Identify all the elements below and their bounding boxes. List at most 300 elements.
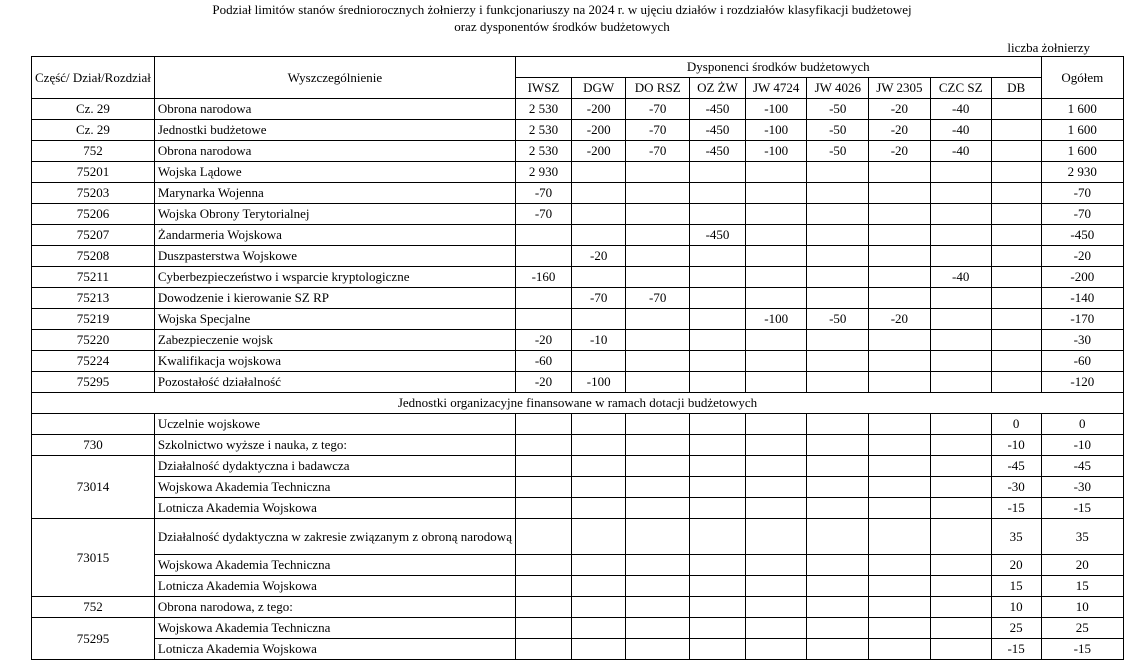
table-row [32, 330, 1124, 351]
table-row [32, 639, 1124, 660]
value-cell [807, 351, 869, 372]
value-cell: -20 [869, 309, 931, 330]
table-row [32, 414, 1124, 435]
header-col-cell: OZ ŻW [690, 78, 746, 99]
empty-cell [626, 456, 690, 477]
section-label-cell: Jednostki organizacyjne finansowane w ramach dotacji budżetowych [32, 393, 1124, 414]
desc-cell: Wojskowa Akademia Techniczna [154, 618, 515, 639]
table-row [32, 519, 1124, 555]
table-row [32, 99, 1124, 120]
part-cell: 75219 [32, 309, 155, 330]
header-col-cell: JW 4724 [745, 78, 807, 99]
empty-cell [626, 618, 690, 639]
value-cell [745, 330, 807, 351]
value-cell [930, 162, 991, 183]
value-cell [930, 246, 991, 267]
total-cell: -15 [1041, 639, 1123, 660]
empty-cell [626, 639, 690, 660]
value-cell [807, 288, 869, 309]
desc-cell: Uczelnie wojskowe [154, 414, 515, 435]
value-cell [991, 204, 1041, 225]
empty-cell [515, 597, 571, 618]
value-cell [745, 183, 807, 204]
document-title [0, 1, 1124, 35]
value-cell [515, 309, 571, 330]
empty-cell [930, 597, 991, 618]
value-cell: -20 [572, 246, 626, 267]
value-cell [991, 330, 1041, 351]
value-cell [869, 246, 931, 267]
part-cell: 75295 [32, 618, 155, 660]
total-cell: 1 600 [1041, 120, 1123, 141]
value-cell: -40 [930, 141, 991, 162]
table-row [32, 162, 1124, 183]
empty-cell [515, 618, 571, 639]
part-cell: 75211 [32, 267, 155, 288]
table-row [32, 267, 1124, 288]
empty-cell [515, 576, 571, 597]
desc-cell: Dowodzenie i kierowanie SZ RP [154, 288, 515, 309]
header-col-cell: CZC SZ [930, 78, 991, 99]
header-col-cell: DB [991, 78, 1041, 99]
empty-cell [807, 435, 869, 456]
value-cell: -60 [515, 351, 571, 372]
part-cell: 75208 [32, 246, 155, 267]
empty-cell [869, 435, 931, 456]
value-cell [991, 120, 1041, 141]
part-cell: 75203 [32, 183, 155, 204]
value-cell [515, 225, 571, 246]
empty-cell [807, 576, 869, 597]
total-cell: -15 [1041, 498, 1123, 519]
empty-cell [807, 477, 869, 498]
section-row [32, 393, 1124, 414]
value-cell [626, 330, 690, 351]
empty-cell [572, 519, 626, 555]
header-col-cell: DO RSZ [626, 78, 690, 99]
total-cell: 1 600 [1041, 141, 1123, 162]
desc-cell: Wojskowa Akademia Techniczna [154, 477, 515, 498]
empty-cell [745, 414, 807, 435]
empty-cell [626, 597, 690, 618]
empty-cell [930, 498, 991, 519]
value-cell [745, 288, 807, 309]
value-cell: -20 [515, 372, 571, 393]
value-cell [869, 225, 931, 246]
part-cell: 75206 [32, 204, 155, 225]
value-cell [807, 162, 869, 183]
header-part-cell: Część/ Dział/Rozdział [32, 57, 155, 99]
desc-cell: Obrona narodowa [154, 99, 515, 120]
value-cell [991, 162, 1041, 183]
empty-cell [626, 477, 690, 498]
header-col-cell: JW 4026 [807, 78, 869, 99]
empty-cell [626, 435, 690, 456]
empty-cell [807, 519, 869, 555]
value-cell: -10 [572, 330, 626, 351]
empty-cell [572, 618, 626, 639]
value-cell: -20 [869, 141, 931, 162]
value-cell [807, 330, 869, 351]
value-cell: -70 [515, 204, 571, 225]
part-cell: Cz. 29 [32, 99, 155, 120]
total-cell: -30 [1041, 330, 1123, 351]
empty-cell [515, 555, 571, 576]
empty-cell [690, 639, 746, 660]
empty-cell [626, 519, 690, 555]
value-cell: -20 [869, 99, 931, 120]
total-cell: -60 [1041, 351, 1123, 372]
table-row [32, 498, 1124, 519]
value-cell: -40 [930, 120, 991, 141]
value-cell: -50 [807, 309, 869, 330]
value-cell [745, 162, 807, 183]
total-cell: -70 [1041, 204, 1123, 225]
total-cell: 1 600 [1041, 99, 1123, 120]
desc-cell: Zabezpieczenie wojsk [154, 330, 515, 351]
desc-cell: Pozostałość działalność [154, 372, 515, 393]
total-cell: -70 [1041, 183, 1123, 204]
value-cell [745, 246, 807, 267]
empty-cell [745, 477, 807, 498]
value-cell [745, 204, 807, 225]
value-cell [991, 141, 1041, 162]
unit-label: liczba żołnierzy [1007, 40, 1090, 55]
table-row [32, 246, 1124, 267]
part-cell: Cz. 29 [32, 120, 155, 141]
total-cell: -200 [1041, 267, 1123, 288]
desc-cell: Żandarmeria Wojskowa [154, 225, 515, 246]
value-cell [991, 267, 1041, 288]
value-cell: -100 [745, 120, 807, 141]
value-cell [930, 183, 991, 204]
empty-cell [745, 555, 807, 576]
value-cell [869, 372, 931, 393]
total-cell: 10 [1041, 597, 1123, 618]
value-cell: -450 [690, 225, 746, 246]
value-cell [515, 246, 571, 267]
value-cell [626, 309, 690, 330]
empty-cell [690, 477, 746, 498]
empty-cell [572, 555, 626, 576]
empty-cell [515, 519, 571, 555]
desc-cell: Kwalifikacja wojskowa [154, 351, 515, 372]
db-cell: 35 [991, 519, 1041, 555]
empty-cell [745, 576, 807, 597]
total-cell: -20 [1041, 246, 1123, 267]
empty-cell [690, 435, 746, 456]
value-cell [930, 330, 991, 351]
empty-cell [515, 498, 571, 519]
db-cell: -10 [991, 435, 1041, 456]
table-row [32, 120, 1124, 141]
value-cell [745, 267, 807, 288]
value-cell [745, 351, 807, 372]
value-cell [869, 267, 931, 288]
table-row [32, 618, 1124, 639]
desc-cell: Duszpasterstwa Wojskowe [154, 246, 515, 267]
value-cell [991, 372, 1041, 393]
limits-table [31, 56, 1124, 660]
value-cell [690, 330, 746, 351]
desc-cell: Obrona narodowa, z tego: [154, 597, 515, 618]
value-cell [991, 288, 1041, 309]
total-cell: 20 [1041, 555, 1123, 576]
empty-cell [930, 618, 991, 639]
part-cell: 75224 [32, 351, 155, 372]
table-row [32, 555, 1124, 576]
empty-cell [515, 414, 571, 435]
empty-cell [869, 498, 931, 519]
part-cell: 75207 [32, 225, 155, 246]
value-cell [807, 225, 869, 246]
empty-cell [572, 597, 626, 618]
value-cell [807, 372, 869, 393]
db-cell: -30 [991, 477, 1041, 498]
value-cell [991, 246, 1041, 267]
value-cell [745, 372, 807, 393]
part-cell: 73015 [32, 519, 155, 597]
desc-cell: Wojska Obrony Terytorialnej [154, 204, 515, 225]
db-cell: 10 [991, 597, 1041, 618]
total-cell: -450 [1041, 225, 1123, 246]
value-cell: 2 930 [515, 162, 571, 183]
empty-cell [626, 576, 690, 597]
table-row [32, 477, 1124, 498]
value-cell [690, 204, 746, 225]
value-cell [690, 309, 746, 330]
desc-cell: Cyberbezpieczeństwo i wsparcie kryptologiczne [154, 267, 515, 288]
value-cell [690, 183, 746, 204]
empty-cell [515, 435, 571, 456]
value-cell [572, 351, 626, 372]
empty-cell [807, 618, 869, 639]
table-row [32, 372, 1124, 393]
value-cell [807, 246, 869, 267]
empty-cell [807, 414, 869, 435]
empty-cell [572, 576, 626, 597]
value-cell: 2 530 [515, 99, 571, 120]
value-cell [572, 183, 626, 204]
total-cell: -120 [1041, 372, 1123, 393]
value-cell [930, 204, 991, 225]
empty-cell [869, 597, 931, 618]
value-cell: -50 [807, 120, 869, 141]
value-cell [572, 309, 626, 330]
empty-cell [626, 555, 690, 576]
empty-cell [930, 456, 991, 477]
empty-cell [690, 519, 746, 555]
part-cell: 752 [32, 597, 155, 618]
empty-cell [745, 456, 807, 477]
table-row [32, 288, 1124, 309]
value-cell: -70 [626, 288, 690, 309]
header-total-cell: Ogółem [1041, 57, 1123, 99]
empty-cell [869, 639, 931, 660]
part-cell: 752 [32, 141, 155, 162]
desc-cell: Wojska Specjalne [154, 309, 515, 330]
value-cell [626, 162, 690, 183]
value-cell [745, 225, 807, 246]
empty-cell [515, 639, 571, 660]
value-cell: -200 [572, 141, 626, 162]
value-cell: -100 [745, 141, 807, 162]
empty-cell [869, 555, 931, 576]
header-row [32, 57, 1124, 78]
empty-cell [807, 456, 869, 477]
empty-cell [572, 639, 626, 660]
empty-cell [930, 519, 991, 555]
empty-cell [930, 477, 991, 498]
desc-cell: Wojskowa Akademia Techniczna [154, 555, 515, 576]
empty-cell [745, 435, 807, 456]
value-cell [626, 204, 690, 225]
value-cell: -40 [930, 99, 991, 120]
value-cell [869, 183, 931, 204]
value-cell: -70 [626, 141, 690, 162]
header-col-cell: JW 2305 [869, 78, 931, 99]
value-cell [626, 225, 690, 246]
empty-cell [690, 597, 746, 618]
empty-cell [572, 414, 626, 435]
empty-cell [515, 456, 571, 477]
total-cell: -10 [1041, 435, 1123, 456]
value-cell [626, 246, 690, 267]
value-cell [869, 351, 931, 372]
empty-cell [930, 639, 991, 660]
desc-cell: Szkolnictwo wyższe i nauka, z tego: [154, 435, 515, 456]
value-cell [869, 162, 931, 183]
db-cell: -45 [991, 456, 1041, 477]
value-cell [869, 330, 931, 351]
value-cell [991, 225, 1041, 246]
value-cell: -50 [807, 99, 869, 120]
empty-cell [626, 414, 690, 435]
part-cell: 73014 [32, 456, 155, 519]
value-cell [930, 372, 991, 393]
value-cell [690, 267, 746, 288]
value-cell: -70 [626, 120, 690, 141]
value-cell [807, 267, 869, 288]
empty-cell [572, 456, 626, 477]
value-cell [991, 309, 1041, 330]
value-cell: -160 [515, 267, 571, 288]
empty-cell [745, 498, 807, 519]
table-row [32, 225, 1124, 246]
db-cell: 0 [991, 414, 1041, 435]
empty-cell [807, 597, 869, 618]
table-row [32, 576, 1124, 597]
value-cell [807, 204, 869, 225]
empty-cell [690, 414, 746, 435]
value-cell [690, 351, 746, 372]
total-cell: 35 [1041, 519, 1123, 555]
table-row [32, 597, 1124, 618]
empty-cell [515, 477, 571, 498]
value-cell: -450 [690, 141, 746, 162]
empty-cell [572, 498, 626, 519]
table-row [32, 435, 1124, 456]
value-cell: 2 530 [515, 120, 571, 141]
db-cell: 15 [991, 576, 1041, 597]
empty-cell [869, 618, 931, 639]
title-line-2: oraz dysponentów środków budżetowych [454, 19, 670, 34]
part-cell [32, 414, 155, 435]
total-cell: -140 [1041, 288, 1123, 309]
table-row [32, 309, 1124, 330]
title-line-1: Podział limitów stanów średniorocznych żołnierzy i funkcjonariuszy na 2024 r. w ujęciu działów i rozdziałów klasyfikacji budżetowej [212, 2, 912, 17]
empty-cell [869, 456, 931, 477]
value-cell: -100 [745, 99, 807, 120]
value-cell [690, 246, 746, 267]
part-cell: 75201 [32, 162, 155, 183]
value-cell: -40 [930, 267, 991, 288]
value-cell: -70 [515, 183, 571, 204]
table-row [32, 351, 1124, 372]
value-cell: -70 [626, 99, 690, 120]
total-cell: 2 930 [1041, 162, 1123, 183]
value-cell: -20 [869, 120, 931, 141]
header-col-cell: IWSZ [515, 78, 571, 99]
empty-cell [690, 576, 746, 597]
total-cell: 15 [1041, 576, 1123, 597]
desc-cell: Lotnicza Akademia Wojskowa [154, 498, 515, 519]
value-cell [690, 288, 746, 309]
value-cell [626, 267, 690, 288]
empty-cell [930, 435, 991, 456]
part-cell: 75213 [32, 288, 155, 309]
desc-cell: Wojska Lądowe [154, 162, 515, 183]
part-cell: 730 [32, 435, 155, 456]
value-cell [807, 183, 869, 204]
total-cell: -45 [1041, 456, 1123, 477]
value-cell: -200 [572, 120, 626, 141]
empty-cell [745, 618, 807, 639]
db-cell: -15 [991, 639, 1041, 660]
value-cell: -50 [807, 141, 869, 162]
value-cell: -20 [515, 330, 571, 351]
header-group-cell: Dysponenci środków budżetowych [515, 57, 1041, 78]
value-cell [690, 372, 746, 393]
table-row [32, 456, 1124, 477]
value-cell [991, 351, 1041, 372]
value-cell [930, 288, 991, 309]
value-cell: -100 [572, 372, 626, 393]
value-cell [572, 225, 626, 246]
empty-cell [745, 597, 807, 618]
empty-cell [869, 414, 931, 435]
desc-cell: Obrona narodowa [154, 141, 515, 162]
value-cell [991, 99, 1041, 120]
value-cell: 2 530 [515, 141, 571, 162]
value-cell [572, 162, 626, 183]
value-cell [572, 267, 626, 288]
empty-cell [690, 555, 746, 576]
value-cell: -450 [690, 99, 746, 120]
empty-cell [930, 576, 991, 597]
empty-cell [745, 639, 807, 660]
total-cell: -30 [1041, 477, 1123, 498]
value-cell [626, 183, 690, 204]
empty-cell [745, 519, 807, 555]
desc-cell: Działalność dydaktyczna w zakresie związanym z obroną narodową [154, 519, 515, 555]
db-cell: -15 [991, 498, 1041, 519]
db-cell: 25 [991, 618, 1041, 639]
header-col-cell: DGW [572, 78, 626, 99]
value-cell: -450 [690, 120, 746, 141]
value-cell [869, 204, 931, 225]
total-cell: -170 [1041, 309, 1123, 330]
